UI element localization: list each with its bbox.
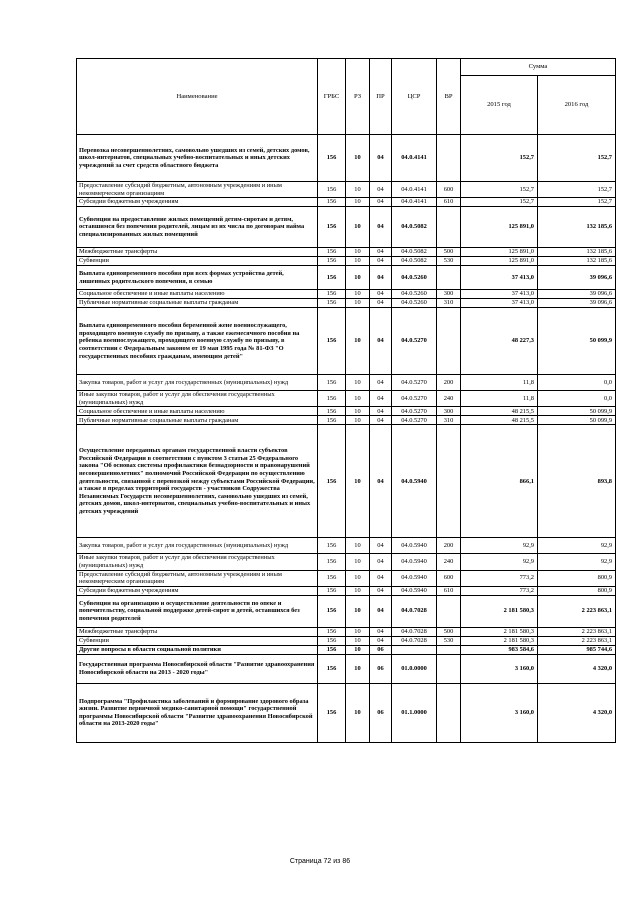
- row-csr: 04.0.5940: [392, 425, 437, 538]
- row-name: Предоставление субсидий бюджетным, автономным учреждениям и иным некоммерческим организациям: [77, 182, 318, 198]
- row-vr: [437, 595, 461, 627]
- row-vr: 600: [437, 570, 461, 586]
- table-row: [77, 586, 616, 595]
- row-rz: 10: [346, 266, 370, 290]
- row-grbs: 156: [318, 135, 346, 182]
- row-vr: 240: [437, 554, 461, 570]
- row-sum-2016: 893,8: [538, 425, 616, 538]
- row-sum-2016: 0,0: [538, 375, 616, 391]
- row-pr: 04: [370, 425, 392, 538]
- row-sum-2016: 4 320,0: [538, 683, 616, 742]
- row-sum-2016: 4 320,0: [538, 654, 616, 683]
- header-year-2015: 2015 год: [461, 76, 538, 135]
- row-sum-2015: 125 891,0: [461, 248, 538, 257]
- row-name: Публичные нормативные социальные выплаты гражданам: [77, 299, 318, 308]
- row-sum-2015: 37 413,0: [461, 290, 538, 299]
- row-sum-2015: 2 181 580,3: [461, 595, 538, 627]
- table-row: [77, 257, 616, 266]
- row-pr: 04: [370, 627, 392, 636]
- table-row: [77, 554, 616, 570]
- row-sum-2016: 152,7: [538, 135, 616, 182]
- row-csr: 04.0.7028: [392, 627, 437, 636]
- row-sum-2015: 92,9: [461, 538, 538, 554]
- table-row: [77, 627, 616, 636]
- row-grbs: 156: [318, 266, 346, 290]
- row-sum-2016: 132 185,6: [538, 248, 616, 257]
- row-sum-2015: 125 891,0: [461, 207, 538, 248]
- row-rz: 10: [346, 207, 370, 248]
- row-grbs: 156: [318, 182, 346, 198]
- row-name: Субсидии бюджетным учреждениям: [77, 586, 318, 595]
- row-pr: 06: [370, 654, 392, 683]
- row-pr: 04: [370, 554, 392, 570]
- row-vr: 610: [437, 198, 461, 207]
- row-sum-2015: 773,2: [461, 586, 538, 595]
- row-grbs: 156: [318, 407, 346, 416]
- row-grbs: 156: [318, 257, 346, 266]
- table-header: [77, 59, 616, 135]
- table-row: [77, 683, 616, 742]
- row-csr: 04.0.5082: [392, 248, 437, 257]
- header-rz: РЗ: [346, 59, 370, 135]
- row-rz: 10: [346, 391, 370, 407]
- row-grbs: 156: [318, 645, 346, 654]
- row-grbs: 156: [318, 198, 346, 207]
- row-grbs: 156: [318, 627, 346, 636]
- row-sum-2016: 50 099,9: [538, 416, 616, 425]
- row-name: Субвенции на предоставление жилых помещений детям-сиротам и детям, оставшимся без попечения родителей, лицам из их числа по договорам найма специализированных жилых помещений: [77, 207, 318, 248]
- row-sum-2016: 132 185,6: [538, 257, 616, 266]
- row-rz: 10: [346, 299, 370, 308]
- row-name: Подпрограмма "Профилактика заболеваний и формирование здорового образа жизни. Развитие первичной медико-санитарной помощи" государственной программы Новосибирской области "Развитие здравоохранения Новосибирской области на 2013-2020 годы": [77, 683, 318, 742]
- row-pr: 04: [370, 290, 392, 299]
- row-sum-2015: 48 215,5: [461, 407, 538, 416]
- page-footer: Страница 72 из 86: [289, 858, 351, 865]
- row-vr: 300: [437, 290, 461, 299]
- row-rz: 10: [346, 308, 370, 375]
- row-sum-2015: 152,7: [461, 182, 538, 198]
- row-rz: 10: [346, 645, 370, 654]
- row-grbs: 156: [318, 375, 346, 391]
- row-sum-2015: 152,7: [461, 198, 538, 207]
- row-rz: 10: [346, 627, 370, 636]
- row-grbs: 156: [318, 308, 346, 375]
- row-rz: 10: [346, 290, 370, 299]
- row-csr: [392, 645, 437, 654]
- row-vr: 200: [437, 375, 461, 391]
- row-sum-2016: 92,9: [538, 554, 616, 570]
- row-vr: [437, 645, 461, 654]
- row-csr: 04.0.4141: [392, 182, 437, 198]
- budget-table: [76, 58, 616, 743]
- row-rz: 10: [346, 636, 370, 645]
- row-sum-2016: 0,0: [538, 391, 616, 407]
- row-csr: 04.0.5940: [392, 554, 437, 570]
- header-pr: ПР: [370, 59, 392, 135]
- row-pr: 04: [370, 570, 392, 586]
- table-row: [77, 636, 616, 645]
- header-csr: ЦСР: [392, 59, 437, 135]
- table-row: [77, 645, 616, 654]
- row-vr: [437, 683, 461, 742]
- row-pr: 04: [370, 182, 392, 198]
- row-csr: 04.0.5260: [392, 299, 437, 308]
- row-name: Социальное обеспечение и иные выплаты населению: [77, 290, 318, 299]
- row-pr: 04: [370, 266, 392, 290]
- row-grbs: 156: [318, 248, 346, 257]
- row-vr: 530: [437, 257, 461, 266]
- row-csr: 04.0.5270: [392, 375, 437, 391]
- table-row: [77, 416, 616, 425]
- row-csr: 04.0.5270: [392, 416, 437, 425]
- row-grbs: 156: [318, 538, 346, 554]
- table-row: [77, 198, 616, 207]
- row-vr: [437, 654, 461, 683]
- row-sum-2015: 866,1: [461, 425, 538, 538]
- row-rz: 10: [346, 570, 370, 586]
- row-sum-2015: 773,2: [461, 570, 538, 586]
- row-csr: 01.0.0000: [392, 654, 437, 683]
- row-vr: 500: [437, 248, 461, 257]
- row-pr: 04: [370, 248, 392, 257]
- row-csr: 04.0.5082: [392, 207, 437, 248]
- row-rz: 10: [346, 248, 370, 257]
- row-vr: [437, 266, 461, 290]
- row-sum-2016: 152,7: [538, 182, 616, 198]
- row-vr: 600: [437, 182, 461, 198]
- row-name: Субвенции: [77, 636, 318, 645]
- row-pr: 04: [370, 207, 392, 248]
- table-row: [77, 248, 616, 257]
- table-row: [77, 182, 616, 198]
- row-pr: 04: [370, 299, 392, 308]
- row-sum-2016: 39 096,6: [538, 299, 616, 308]
- row-sum-2016: 50 099,9: [538, 407, 616, 416]
- row-csr: 04.0.5260: [392, 290, 437, 299]
- row-csr: 04.0.5082: [392, 257, 437, 266]
- table-row: [77, 595, 616, 627]
- row-csr: 04.0.4141: [392, 198, 437, 207]
- table-row: [77, 135, 616, 182]
- row-grbs: 156: [318, 299, 346, 308]
- row-pr: 04: [370, 586, 392, 595]
- row-rz: 10: [346, 554, 370, 570]
- row-csr: 01.1.0000: [392, 683, 437, 742]
- row-csr: 04.0.5940: [392, 586, 437, 595]
- row-grbs: 156: [318, 425, 346, 538]
- row-csr: 04.0.4141: [392, 135, 437, 182]
- header-year-2016: 2016 год: [538, 76, 616, 135]
- row-vr: 610: [437, 586, 461, 595]
- row-vr: 240: [437, 391, 461, 407]
- row-pr: 04: [370, 198, 392, 207]
- row-vr: [437, 207, 461, 248]
- row-csr: 04.0.5260: [392, 266, 437, 290]
- row-sum-2015: 11,8: [461, 375, 538, 391]
- row-vr: 300: [437, 407, 461, 416]
- row-csr: 04.0.5270: [392, 391, 437, 407]
- row-pr: 06: [370, 645, 392, 654]
- row-vr: [437, 425, 461, 538]
- row-pr: 06: [370, 683, 392, 742]
- row-sum-2016: 2 223 863,1: [538, 636, 616, 645]
- table-row: [77, 207, 616, 248]
- row-pr: 04: [370, 595, 392, 627]
- row-pr: 04: [370, 407, 392, 416]
- row-sum-2016: 800,9: [538, 570, 616, 586]
- row-sum-2015: 152,7: [461, 135, 538, 182]
- row-sum-2015: 48 215,5: [461, 416, 538, 425]
- row-pr: 04: [370, 538, 392, 554]
- row-sum-2015: 92,9: [461, 554, 538, 570]
- table-row: [77, 375, 616, 391]
- row-rz: 10: [346, 182, 370, 198]
- row-sum-2016: 800,9: [538, 586, 616, 595]
- table-row: [77, 538, 616, 554]
- row-vr: 200: [437, 538, 461, 554]
- row-grbs: 156: [318, 595, 346, 627]
- row-name: Субсидии бюджетным учреждениям: [77, 198, 318, 207]
- row-sum-2016: 985 744,6: [538, 645, 616, 654]
- row-sum-2016: 39 096,6: [538, 290, 616, 299]
- table-row: [77, 290, 616, 299]
- row-name: Выплата единовременного пособия беременной жене военнослужащего, проходящего военную службу по призыву, а также ежемесячного пособия на ребенка военнослужащего, проходящего военную службу по призыву, в соответствии с Федеральным законом от 19 мая 1995 года № 81-ФЗ "О государственных пособиях гражданам, имеющим детей": [77, 308, 318, 375]
- row-rz: 10: [346, 416, 370, 425]
- row-sum-2016: 132 185,6: [538, 207, 616, 248]
- row-vr: 310: [437, 299, 461, 308]
- row-rz: 10: [346, 375, 370, 391]
- row-pr: 04: [370, 391, 392, 407]
- table-row: [77, 391, 616, 407]
- row-vr: 310: [437, 416, 461, 425]
- row-name: Другие вопросы в области социальной политики: [77, 645, 318, 654]
- row-name: Перевозка несовершеннолетних, самовольно ушедших из семей, детских домов, школ-интернатов, специальных учебно-воспитательных и иных детских учреждений за счет средств областного бюджета: [77, 135, 318, 182]
- row-name: Осуществление переданных органам государственной власти субъектов Российской Федерации в соответствии с пунктом 3 статьи 25 Федерального закона "Об основах системы профилактики безнадзорности и правонарушений несовершеннолетних" полномочий Российской Федерации по осуществлению деятельности, связанной с перевозкой между субъектами Российской Федерации, а также в пределах территорий государств - участников Содружества Независимых Государств несовершеннолетних, самовольно ушедших из семей, детских домов, школ-интернатов, специальных учебно-воспитательных и иных детских учреждений: [77, 425, 318, 538]
- row-rz: 10: [346, 135, 370, 182]
- row-sum-2015: 2 181 580,3: [461, 627, 538, 636]
- table-row: [77, 266, 616, 290]
- row-csr: 04.0.7028: [392, 595, 437, 627]
- row-vr: [437, 308, 461, 375]
- row-name: Межбюджетные трансферты: [77, 627, 318, 636]
- header-name: Наименование: [77, 59, 318, 135]
- row-rz: 10: [346, 257, 370, 266]
- row-sum-2015: 37 413,0: [461, 299, 538, 308]
- row-grbs: 156: [318, 683, 346, 742]
- row-grbs: 156: [318, 586, 346, 595]
- row-name: Публичные нормативные социальные выплаты гражданам: [77, 416, 318, 425]
- row-rz: 10: [346, 538, 370, 554]
- row-sum-2015: 48 227,3: [461, 308, 538, 375]
- table-row: [77, 308, 616, 375]
- row-vr: 500: [437, 627, 461, 636]
- row-name: Социальное обеспечение и иные выплаты населению: [77, 407, 318, 416]
- row-sum-2015: 3 160,0: [461, 683, 538, 742]
- row-csr: 04.0.5270: [392, 308, 437, 375]
- row-name: Предоставление субсидий бюджетным, автономным учреждениям и иным некоммерческим организациям: [77, 570, 318, 586]
- row-sum-2016: 39 096,6: [538, 266, 616, 290]
- header-vr: ВР: [437, 59, 461, 135]
- row-rz: 10: [346, 425, 370, 538]
- row-grbs: 156: [318, 416, 346, 425]
- row-csr: 04.0.5270: [392, 407, 437, 416]
- row-sum-2016: 92,9: [538, 538, 616, 554]
- row-pr: 04: [370, 375, 392, 391]
- row-sum-2015: 125 891,0: [461, 257, 538, 266]
- row-name: Закупка товаров, работ и услуг для государственных (муниципальных) нужд: [77, 375, 318, 391]
- row-sum-2016: 152,7: [538, 198, 616, 207]
- row-sum-2015: 11,8: [461, 391, 538, 407]
- row-name: Государственная программа Новосибирской области "Развитие здравоохранения Новосибирской области на 2013 - 2020 годы": [77, 654, 318, 683]
- table-row: [77, 570, 616, 586]
- row-name: Субвенции на организацию и осуществление деятельности по опеке и попечительству, социальной поддержке детей-сирот и детей, оставшихся без попечения родителей: [77, 595, 318, 627]
- row-pr: 04: [370, 257, 392, 266]
- row-sum-2015: 3 160,0: [461, 654, 538, 683]
- row-csr: 04.0.7028: [392, 636, 437, 645]
- row-grbs: 156: [318, 636, 346, 645]
- row-sum-2015: 37 413,0: [461, 266, 538, 290]
- row-sum-2015: 983 584,6: [461, 645, 538, 654]
- row-pr: 04: [370, 308, 392, 375]
- table-row: [77, 407, 616, 416]
- row-rz: 10: [346, 683, 370, 742]
- row-grbs: 156: [318, 290, 346, 299]
- row-vr: 530: [437, 636, 461, 645]
- row-csr: 04.0.5940: [392, 570, 437, 586]
- row-grbs: 156: [318, 570, 346, 586]
- row-name: Закупка товаров, работ и услуг для государственных (муниципальных) нужд: [77, 538, 318, 554]
- row-rz: 10: [346, 595, 370, 627]
- table-row: [77, 299, 616, 308]
- row-pr: 04: [370, 636, 392, 645]
- budget-table-sheet: [76, 58, 615, 743]
- table-row: [77, 654, 616, 683]
- row-name: Субвенции: [77, 257, 318, 266]
- row-grbs: 156: [318, 391, 346, 407]
- row-sum-2016: 50 099,9: [538, 308, 616, 375]
- row-grbs: 156: [318, 554, 346, 570]
- header-sum: Сумма: [461, 59, 616, 76]
- row-grbs: 156: [318, 207, 346, 248]
- row-name: Иные закупки товаров, работ и услуг для обеспечения государственных (муниципальных) нужд: [77, 391, 318, 407]
- row-name: Выплата единовременного пособия при всех формах устройства детей, лишенных родительского попечения, в семью: [77, 266, 318, 290]
- row-rz: 10: [346, 654, 370, 683]
- row-name: Межбюджетные трансферты: [77, 248, 318, 257]
- row-rz: 10: [346, 586, 370, 595]
- row-pr: 04: [370, 416, 392, 425]
- row-grbs: 156: [318, 654, 346, 683]
- row-sum-2016: 2 223 863,1: [538, 595, 616, 627]
- row-sum-2016: 2 223 863,1: [538, 627, 616, 636]
- row-csr: 04.0.5940: [392, 538, 437, 554]
- row-sum-2015: 2 181 580,3: [461, 636, 538, 645]
- row-rz: 10: [346, 198, 370, 207]
- row-name: Иные закупки товаров, работ и услуг для обеспечения государственных (муниципальных) нужд: [77, 554, 318, 570]
- row-vr: [437, 135, 461, 182]
- row-rz: 10: [346, 407, 370, 416]
- header-grbs: ГРБС: [318, 59, 346, 135]
- table-row: [77, 425, 616, 538]
- row-pr: 04: [370, 135, 392, 182]
- table-body: [77, 135, 616, 743]
